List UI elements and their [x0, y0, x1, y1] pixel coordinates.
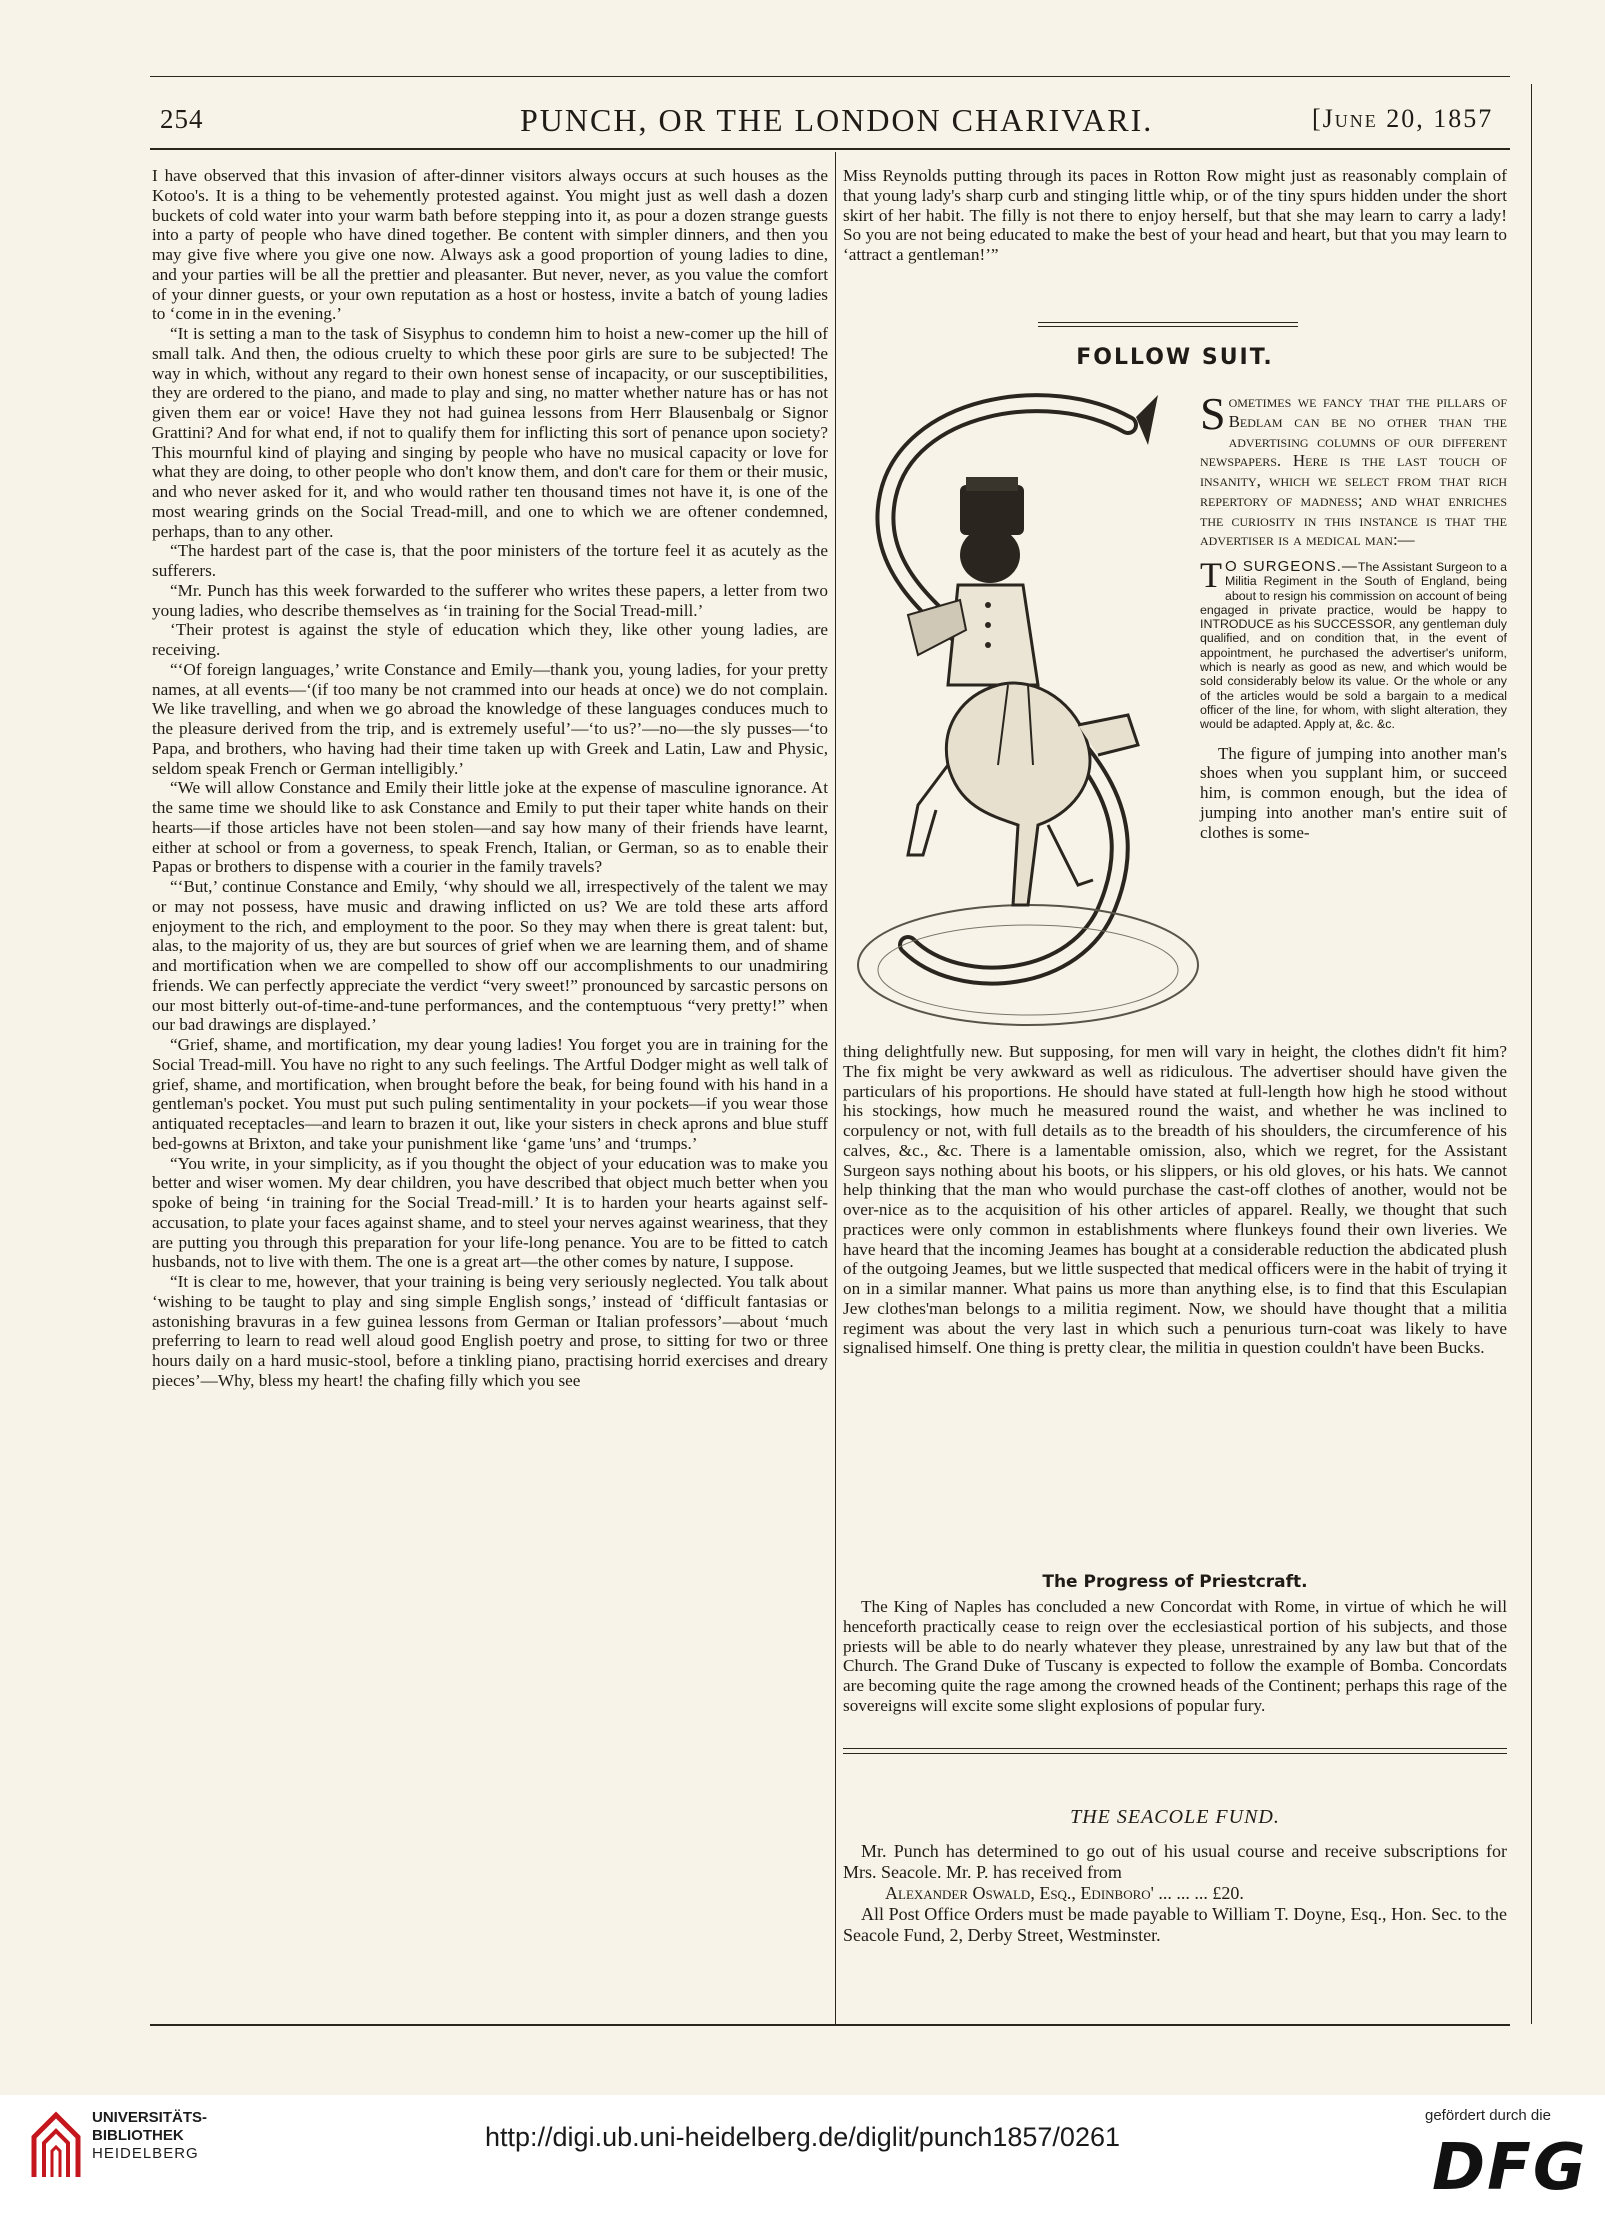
masthead-title: PUNCH, OR THE LONDON CHARIVARI.: [520, 102, 1154, 138]
cartoon-illustration: [848, 385, 1192, 1043]
left-paragraph: “It is setting a man to the task of Sisyphus to condemn him to hoist a new-comer up the hill of small talk. And then, the odious cruelty to which these poor girls are sure to be subjected! The way in which, without any regard to their own honest sense of incapacity, or our susceptibilities, they are ordered to the piano, and made to play and sing, no matter whether nature has or has not given them ear or voice! Have they not had guinea lessons from Herr Blausenbalg or Signor Grattini? And for what end, if not to qualify them for inflicting this sort of penance upon society? This mournful kind of playing and singing by people who have no musical capacity or love for what they are doing, to other people who don't know them, and don't care for them or their music, and who never asked for it, and who would rather ten thousand times not have it, is one of the most wearing grinds on the Social Tread-mill, and one to which we are oftener condemned, perhaps, than to any other.: [152, 324, 828, 541]
header-rule: [150, 148, 1510, 150]
seacole-fund-title: THE SEACOLE FUND.: [1070, 1806, 1280, 1828]
left-paragraph: “Mr. Punch has this week forwarded to the sufferer who writes these papers, a letter from two young ladies, who describe themselves as ‘in training for the Social Tread-mill.’: [152, 580, 828, 620]
section-rule: [1038, 322, 1298, 323]
right-margin-rule: [1531, 84, 1532, 2024]
left-paragraph: “Grief, shame, and mortification, my dear young ladies! You forget you are in training for the Social Tread-mill. You have no right to any such feelings. The Artful Dodger might as well talk of grief, shame, and mortification, when brought before the beak, for being found with his hand in a gentleman's pocket. You must put such puling sentimentality in your pockets—if you wear those antiquated receptacles—and learn to brazen it out, like your sisters in check aprons and blue stuff bed-gowns at Brixton, and take your punishment like ‘game 'uns’ and ‘trumps.’: [152, 1035, 828, 1153]
left-paragraph: “‘But,’ continue Constance and Emily, ‘why should we all, irrespectively of the talent we may or may not possess, have music and drawing inflicted on us? We are told these arts afford enjoyment to the rich, and employment to the poor. So they may when there is great talent: but, alas, to the majority of us, they are but sources of grief when we are learning them, and of shame and mortification when we are compelled to show off our accomplishments to our unadmiring friends. We can perfectly appreciate the verdict “very sweet!” pronounced by sarcastic persons on our most bitterly out-of-time-and-tune performances, and the contemptuous “very pretty!” when our bad drawings are displayed.’: [152, 877, 828, 1035]
progress-of-priestcraft-body: [843, 1597, 1507, 1733]
drop-cap: S: [1200, 388, 1226, 439]
bottom-rule: [150, 2024, 1510, 2026]
footer-bar: [0, 2095, 1605, 2227]
dfg-logo: DFG: [1432, 2131, 1588, 2205]
progress-of-priestcraft-title: The Progress of Priestcraft.: [1042, 1572, 1308, 1592]
issue-date: [June 20, 1857: [1312, 104, 1494, 133]
left-paragraph: “You write, in your simplicity, as if you thought the object of your education was to make you better and wiser women. My dear children, you have described that object much better when you spoke of being ‘in training for the Social Tread-mill.’ It is to harden your hearts against self-accusation, to plate your faces against shame, and to steel your nerves against weariness, that they are putting you through this preparation for your life-long penance. You are to be fitted to catch husbands, not to live with them. The one is a great art—the other comes by nature, I suppose.: [152, 1153, 828, 1272]
follow-suit-body: thing delightfully new. But supposing, for men will vary in height, the clothes didn't fit him? The fix might be very awkward as well as ridiculous. The advertiser should have given the particulars of his proportions. He should have stated at full-length how high he stood without his stockings, how much he measured round the waist, and whether he was inclined to corpulency or not, with full details as to the breadth of his shoulders, the circumference of his calves, &c., &c. There is a lamentable omission, also, which we regret, for the Assistant Surgeon says nothing about his boots, or his slippers, or his old gloves, or his hats. We cannot help thinking that the man who would purchase the cast-off clothes of another, would not be over-nice as to the acquisition of his other articles of apparel. Really, we thought that such practices were only common in establishments where flunkeys found their own liveries. We have heard that the incoming Jeames has bought at a considerable reduction the abdicated plush of the outgoing Jeames, but we little suspected that medical officers were in the habit of trying it on in a similar manner. What pains us more than anything else, is to find that this Esculapian Jew clothes'man belongs to a militia regiment. Now, we should have thought that a militia regiment was about the very last in which such a penurious turn-coat was likely to have signalised himself. One thing is pretty clear, the militia in question couldn't have been Bucks.: [843, 1042, 1507, 1358]
follow-suit-intro: Sometimes we fancy that the pillars of Bedlam can be no other than the advertising columns of our different newspapers. Here is the last touch of insanity, which we select from that rich repertory of madness; and what enriches the curiosity in this instance is that the advertiser is a medical man:—: [1200, 388, 1507, 550]
seacole-fund-body: [843, 1841, 1507, 1991]
section-rule: [843, 1753, 1507, 1754]
follow-suit-continuation: [843, 1042, 1507, 1358]
seacole-closing: All Post Office Orders must be made payable to William T. Doyne, Esq., Hon. Sec. to the Seacole Fund, 2, Derby Street, Westminster.: [843, 1904, 1507, 1945]
library-name: UNIVERSITÄTS- BIBLIOTHEK HEIDELBERG: [92, 2109, 208, 2162]
advert-heading: O SURGEONS.—: [1225, 558, 1358, 575]
column-divider: [835, 152, 836, 2024]
progress-paragraph: The King of Naples has concluded a new Concordat with Rome, in virtue of which he will henceforth practically cease to reign over the ecclesiastical portion of his subjects, and those priests will be able to do nearly whatever they please, unrestrained by any law but that of the Church. The Grand Duke of Tuscany is expected to follow the example of Bomba. Concordats are becoming quite the rage among the crowned heads of the Continent; perhaps this rage of the sovereigns will excite some slight explosions of popular fury.: [843, 1597, 1507, 1715]
follow-suit-side-text: [1200, 388, 1507, 1042]
funded-by-label: gefördert durch die: [1425, 2107, 1551, 2124]
permalink-url[interactable]: http://digi.ub.uni-heidelberg.de/diglit/punch1857/0261: [485, 2122, 1120, 2152]
right-column-continuation: [843, 166, 1507, 302]
continuation-paragraph: Miss Reynolds putting through its paces in Rotton Row might just as reasonably complain of that young lady's sharp curb and stinging little whip, or of the tiny spurs hidden under the short skirt of her habit. The filly is not there to enjoy herself, but that she may learn to carry a lady! So you are not being educated to make the best of your head and heart, but that you may learn to ‘attract a gentleman!’”: [843, 166, 1507, 264]
surgeons-advertisement: [1200, 555, 1507, 732]
top-thin-rule: [150, 76, 1510, 77]
page-number: 254: [160, 104, 204, 134]
left-paragraph: I have observed that this invasion of after-dinner visitors always occurs at such houses as the Kotoo's. It is a thing to be vehemently protested against. You might just as well dash a dozen buckets of cold water into your warm bath before stepping into it, as pour a dozen strange guests into a party of people who have dined together. Be content with simpler dinners, and then you may give five where you give one now. Always ask a good proportion of young ladies to dine, and your parties will be all the prettier and pleasanter. But never, never, as you value the comfort of your dinner guests, or your own reputation as a host or hostess, invite a batch of young ladies to ‘come in in the evening.’: [152, 166, 828, 324]
advert-body: The Assistant Surgeon to a Militia Regiment in the South of England, being about to resign his commission on account of being engaged in private practice, would be happy to INTRODUCE as his SUCCESSOR, any gentleman duly qualified, and on condition that, in the event of appointment, he purchased the advertiser's uniform, which is nearly as good as new, and which would be sold considerably below its value. Or the whole or any of the articles would be sold a bargain to a medical officer of the line, for whom, with slight alteration, they would be adapted. Apply at, &c. &c.: [1200, 560, 1507, 732]
section-rule: [843, 1748, 1507, 1749]
figure-paragraph: The figure of jumping into another man's shoes when you supplant him, or succeed him, is common enough, but the idea of jumping into another man's entire suit of clothes is some-: [1200, 743, 1507, 842]
left-paragraph: ‘Their protest is against the style of education which they, like other young ladies, are receiving.: [152, 620, 828, 659]
advert-drop-cap: T: [1200, 555, 1222, 595]
left-paragraph: “The hardest part of the case is, that the poor ministers of the torture feel it as acutely as the sufferers.: [152, 541, 828, 580]
left-paragraph: “‘Of foreign languages,’ write Constance and Emily—thank you, young ladies, for your pretty names, at all events—‘(if too many be not crammed into our heads at once) we do not complain. We like travelling, and when we go abroad the knowledge of these languages conduces much to the pleasure derived from the trip, and is extremely useful’—‘to us?’—no—the sly pusses—‘to Papa, and brothers, who having had their time taken up with Greek and Latin, Law and Physic, seldom speak French or German intelligibly.’: [152, 659, 828, 778]
left-paragraph: “It is clear to me, however, that your training is being very seriously neglected. You talk about ‘wishing to be taught to play and sing simple English songs,’ instead of ‘difficult fantasias or astonishing bravuras in a few guinea lessons from German or Italian professors’—about ‘much preferring to learn to read well aloud good English poetry and prose, to sitting for two or three hours daily on a hard music-stool, before a tinkling piano, practising horrid exercises and dreary pieces’—Why, bless my heart! the chafing filly which you see: [152, 1272, 828, 1390]
seacole-donor: Alexander Oswald, Esq., Edinboro' ... ... ... £20.: [885, 1883, 1244, 1903]
left-paragraph: “We will allow Constance and Emily their little joke at the expense of masculine ignorance. At the same time we should like to ask Constance and Emily to put their taper white hands on their hearts—if those articles have not been stolen—and say how many of their friends have learnt, either at school or from a governess, to speak French, Italian, or German, so as to enable their Papas or brothers to dispense with a courier in the family travels?: [152, 778, 828, 877]
seacole-intro: Mr. Punch has determined to go out of his usual course and receive subscriptions for Mrs. Seacole. Mr. P. has received from: [843, 1841, 1507, 1882]
follow-suit-title: FOLLOW SUIT.: [1076, 345, 1274, 370]
left-column-article: [152, 166, 828, 2006]
section-rule: [1038, 326, 1298, 327]
